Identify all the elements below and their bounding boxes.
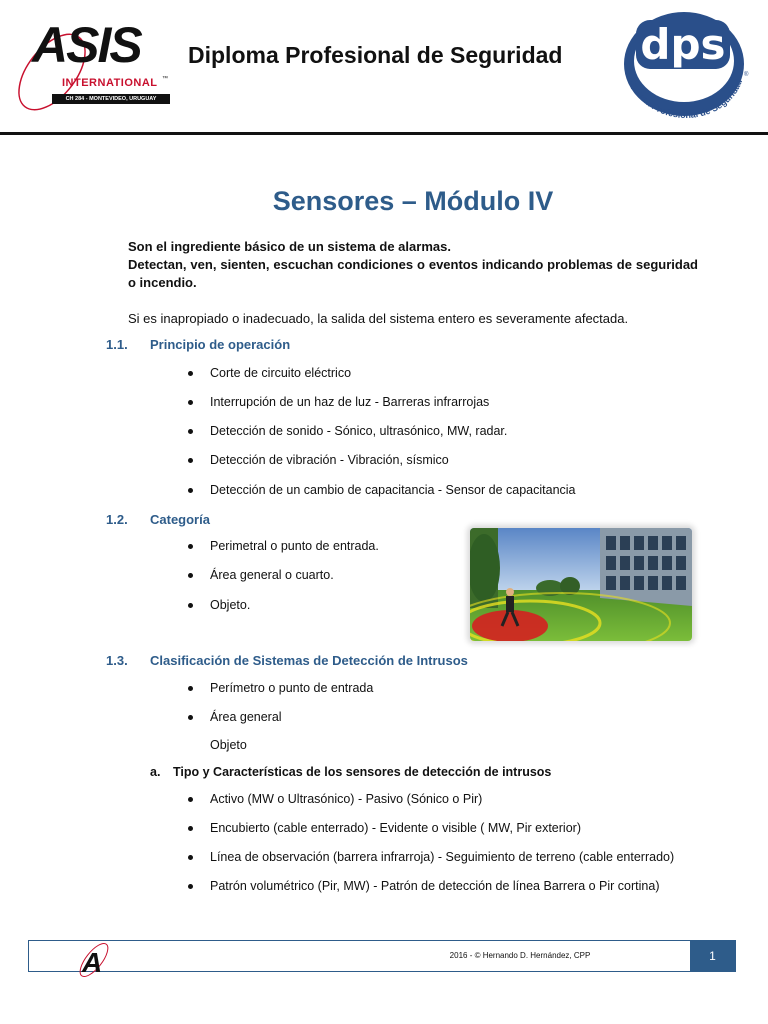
list-item: Perimetral o punto de entrada. <box>210 539 379 553</box>
list-item: Área general o cuarto. <box>210 568 334 582</box>
list-item: Perímetro o punto de entrada <box>210 681 373 695</box>
asis-wordmark: ASIS <box>32 17 141 73</box>
section-number: 1.2. <box>106 512 128 527</box>
intro-line-2: Detectan, ven, sienten, escuchan condiciones o eventos indicando problemas de seguridad o incendio. <box>128 257 698 290</box>
subsection-title: Tipo y Características de los sensores de detección de intrusos <box>173 765 552 779</box>
bullet-icon <box>188 573 193 578</box>
intro-line-1: Son el ingrediente básico de un sistema de alarmas. <box>128 239 451 254</box>
intro-note: Si es inapropiado o inadecuado, la salida del sistema entero es severamente afectada. <box>128 311 629 326</box>
bullet-icon <box>188 458 193 463</box>
header-title: Diploma Profesional de Seguridad <box>188 42 563 68</box>
section-number: 1.3. <box>106 653 128 668</box>
subsection-label: a. <box>150 765 161 779</box>
list-item: Interrupción de un haz de luz - Barreras infrarrojas <box>210 395 489 409</box>
list-item: Detección de vibración - Vibración, sísmico <box>210 453 449 467</box>
section-title: Principio de operación <box>150 337 291 352</box>
page-title: Sensores – Módulo IV <box>272 186 554 216</box>
list-item: Línea de observación (barrera infrarroja) - Seguimiento de terreno (cable enterrado) <box>210 850 674 864</box>
header-rule <box>0 132 768 135</box>
bullet-icon <box>188 544 193 549</box>
section-title: Categoría <box>150 512 210 527</box>
bullet-icon <box>188 488 193 493</box>
dps-ring-text: Diploma Profesional de Seguridad <box>627 75 745 121</box>
dps-ring-text-icon <box>610 6 760 124</box>
asis-logo <box>12 16 172 108</box>
dps-logo <box>610 6 760 124</box>
bullet-icon <box>188 400 193 405</box>
section-heading-1-2 <box>106 512 210 527</box>
svg-text:A: A <box>82 947 103 978</box>
intro-paragraph <box>128 238 698 292</box>
list-item: Patrón volumétrico (Pir, MW) - Patrón de detección de línea Barrera o Pir cortina) <box>210 879 660 893</box>
section-heading-1-1 <box>106 337 290 352</box>
section-number: 1.1. <box>106 337 128 352</box>
bullet-icon <box>188 826 193 831</box>
bullet-icon <box>188 371 193 376</box>
bullet-icon <box>188 855 193 860</box>
asis-chapter-strip: CH 284 - MONTEVIDEO, URUGUAY <box>52 94 170 104</box>
list-item: Activo (MW o Ultrasónico) - Pasivo (Sónico o Pir) <box>210 792 482 806</box>
page-number: 1 <box>690 941 735 971</box>
footer-copyright: 2016 - © Hernando D. Hernández, CPP <box>449 951 591 960</box>
bullet-icon <box>188 884 193 889</box>
sensor-photo <box>470 528 692 641</box>
list-item: Detección de sonido - Sónico, ultrasónico, MW, radar. <box>210 424 507 438</box>
list-item: Encubierto (cable enterrado) - Evidente o visible ( MW, Pir exterior) <box>210 821 581 835</box>
asis-international: INTERNATIONAL <box>62 77 158 89</box>
list-item: Área general <box>210 710 282 724</box>
asis-trademark: ™ <box>162 76 168 82</box>
bullet-icon <box>188 429 193 434</box>
list-item: Objeto. <box>210 598 250 612</box>
svg-text:Diploma Profesional de Segurid <box>627 76 744 120</box>
bullet-icon <box>188 797 193 802</box>
footer-logo-icon <box>74 940 120 978</box>
bullet-icon <box>188 603 193 608</box>
list-item: Detección de un cambio de capacitancia - Sensor de capacitancia <box>210 483 576 497</box>
bullet-icon <box>188 715 193 720</box>
footer-asis-logo <box>74 940 120 978</box>
list-item: Objeto <box>210 738 247 752</box>
bullet-icon <box>188 686 193 691</box>
section-heading-1-3 <box>106 653 468 668</box>
dps-registered-mark: ® <box>744 72 749 78</box>
subsection-heading <box>150 765 551 779</box>
dps-letters: dps <box>628 20 738 69</box>
section-title: Clasificación de Sistemas de Detección de Intrusos <box>150 653 468 668</box>
list-item: Corte de circuito eléctrico <box>210 366 351 380</box>
